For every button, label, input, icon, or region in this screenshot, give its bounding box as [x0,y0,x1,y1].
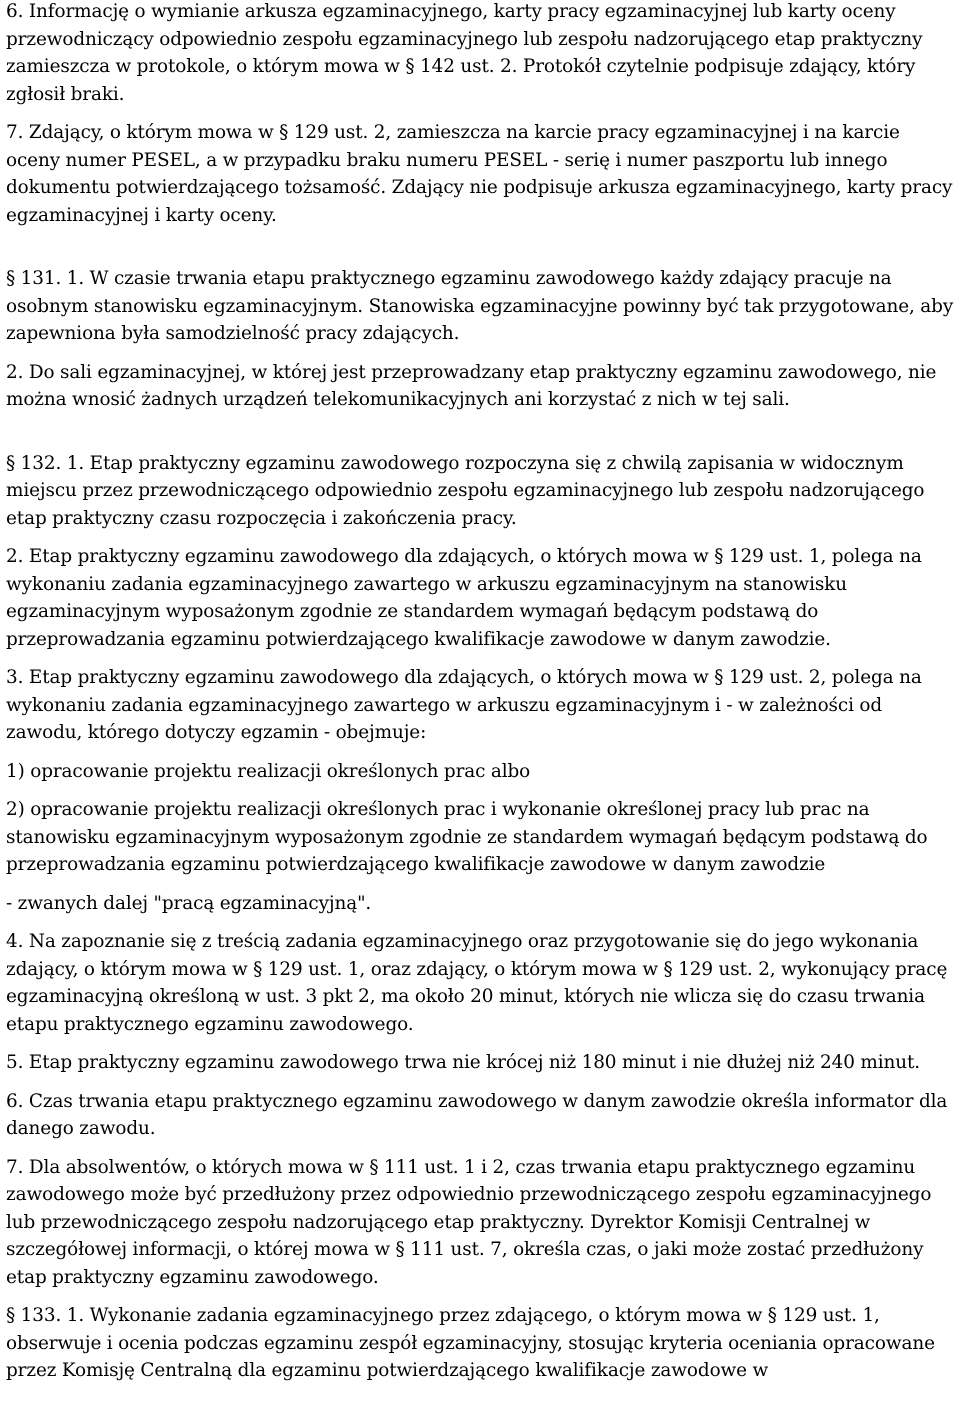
list-item-1: 1) opracowanie projektu realizacji określonych prac albo [6,760,531,782]
paragraph-7-pesel: 7. Zdający, o którym mowa w § 129 ust. 2, zamieszcza na karcie pracy egzaminacyjnej i na karcie oceny numer PESEL, a w przypadku braku numeru PESEL - serię i numer paszportu lub innego dokumentu potwierdzającego tożsamość. Zdający nie podpisuje arkusza egzaminacyjnego, karty pracy egzaminacyjnej i karty oceny. [6,122,953,226]
paragraph-praca-egzaminacyjna: - zwanych dalej "pracą egzaminacyjną". [6,892,372,914]
paragraph-132-4: 4. Na zapoznanie się z treścią zadania egzaminacyjnego oraz przygotowanie się do jego wykonania zdający, o którym mowa w § 129 ust. 1, oraz zdający, o którym mowa w § 129 ust. 2, wykonujący pracę egzaminacyjną określoną w ust. 3 pkt 2, ma około 20 minut, których nie wlicza się do czasu trwania etapu praktycznego egzaminu zawodowego. [6,931,948,1035]
paragraph-132-7: 7. Dla absolwentów, o których mowa w § 111 ust. 1 i 2, czas trwania etapu praktycznego egzaminu zawodowego może być przedłużony przez odpowiednio przewodniczącego zespołu egzaminacyjnego lub przewodniczącego zespołu nadzorującego etap praktyczny. Dyrektor Komisji Centralnej w szczegółowej informacji, o której mowa w § 111 ust. 7, określa czas, o jaki może zostać przedłużony etap praktyczny egzaminu zawodowego. [6,1156,932,1288]
paragraph-132-6: 6. Czas trwania etapu praktycznego egzaminu zawodowego w danym zawodzie określa informator dla danego zawodu. [6,1090,948,1139]
paragraph-131-1: § 131. 1. W czasie trwania etapu praktycznego egzaminu zawodowego każdy zdający pracuje na osobnym stanowisku egzaminacyjnym. Stanowiska egzaminacyjne powinny być tak przygotowane, aby zapewniona była samodzielność pracy zdających. [6,268,954,344]
paragraph-132-3: 3. Etap praktyczny egzaminu zawodowego dla zdających, o których mowa w § 129 ust. 2, polega na wykonaniu zadania egzaminacyjnego zawartego w arkuszu egzaminacyjnym i - w zależności od zawodu, którego dotyczy egzamin - obejmuje: [6,667,922,743]
paragraph-133-1: § 133. 1. Wykonanie zadania egzaminacyjnego przez zdającego, o którym mowa w § 129 ust. 1, obserwuje i ocenia podczas egzaminu zespół egzaminacyjny, stosując kryteria oceniania opracowane przez Komisję Centralną dla egzaminu potwierdzającego kwalifikacje zawodowe w [6,1305,935,1381]
paragraph-132-2: 2. Etap praktyczny egzaminu zawodowego dla zdających, o których mowa w § 129 ust. 1, polega na wykonaniu zadania egzaminacyjnego zawartego w arkuszu egzaminacyjnym na stanowisku egzaminacyjnym wyposażonym zgodnie ze standardem wymagań będącym podstawą do przeprowadzania egzaminu potwierdzającego kwalifikacje zawodowe w danym zawodzie. [6,546,922,650]
paragraph-132-5: 5. Etap praktyczny egzaminu zawodowego trwa nie krócej niż 180 minut i nie dłużej niż 240 minut. [6,1052,921,1073]
list-item-2: 2) opracowanie projektu realizacji określonych prac i wykonanie określonej pracy lub prac na stanowisku egzaminacyjnym wyposażonym zgodnie ze standardem wymagań będącym podstawą do przeprowadzania egzaminu potwierdzającego kwalifikacje zawodowe w danym zawodzie [6,799,928,875]
paragraph-131-2: 2. Do sali egzaminacyjnej, w której jest przeprowadzany etap praktyczny egzaminu zawodowego, nie można wnosić żadnych urządzeń telekomunikacyjnych ani korzystać z nich w tej sali. [6,361,937,410]
paragraph-6-protocol: 6. Informację o wymianie arkusza egzaminacyjnego, karty pracy egzaminacyjnej lub karty oceny przewodniczący odpowiednio zespołu egzaminacyjnego lub zespołu nadzorującego etap praktyczny zamieszcza w protokole, o którym mowa w § 142 ust. 2. Protokół czytelnie podpisuje zdający, który zgłosił braki. [6,1,923,105]
paragraph-132-1: § 132. 1. Etap praktyczny egzaminu zawodowego rozpoczyna się z chwilą zapisania w widocznym miejscu przez przewodniczącego odpowiednio zespołu egzaminacyjnego lub zespołu nadzorującego etap praktyczny czasu rozpoczęcia i zakończenia pracy. [6,452,925,529]
